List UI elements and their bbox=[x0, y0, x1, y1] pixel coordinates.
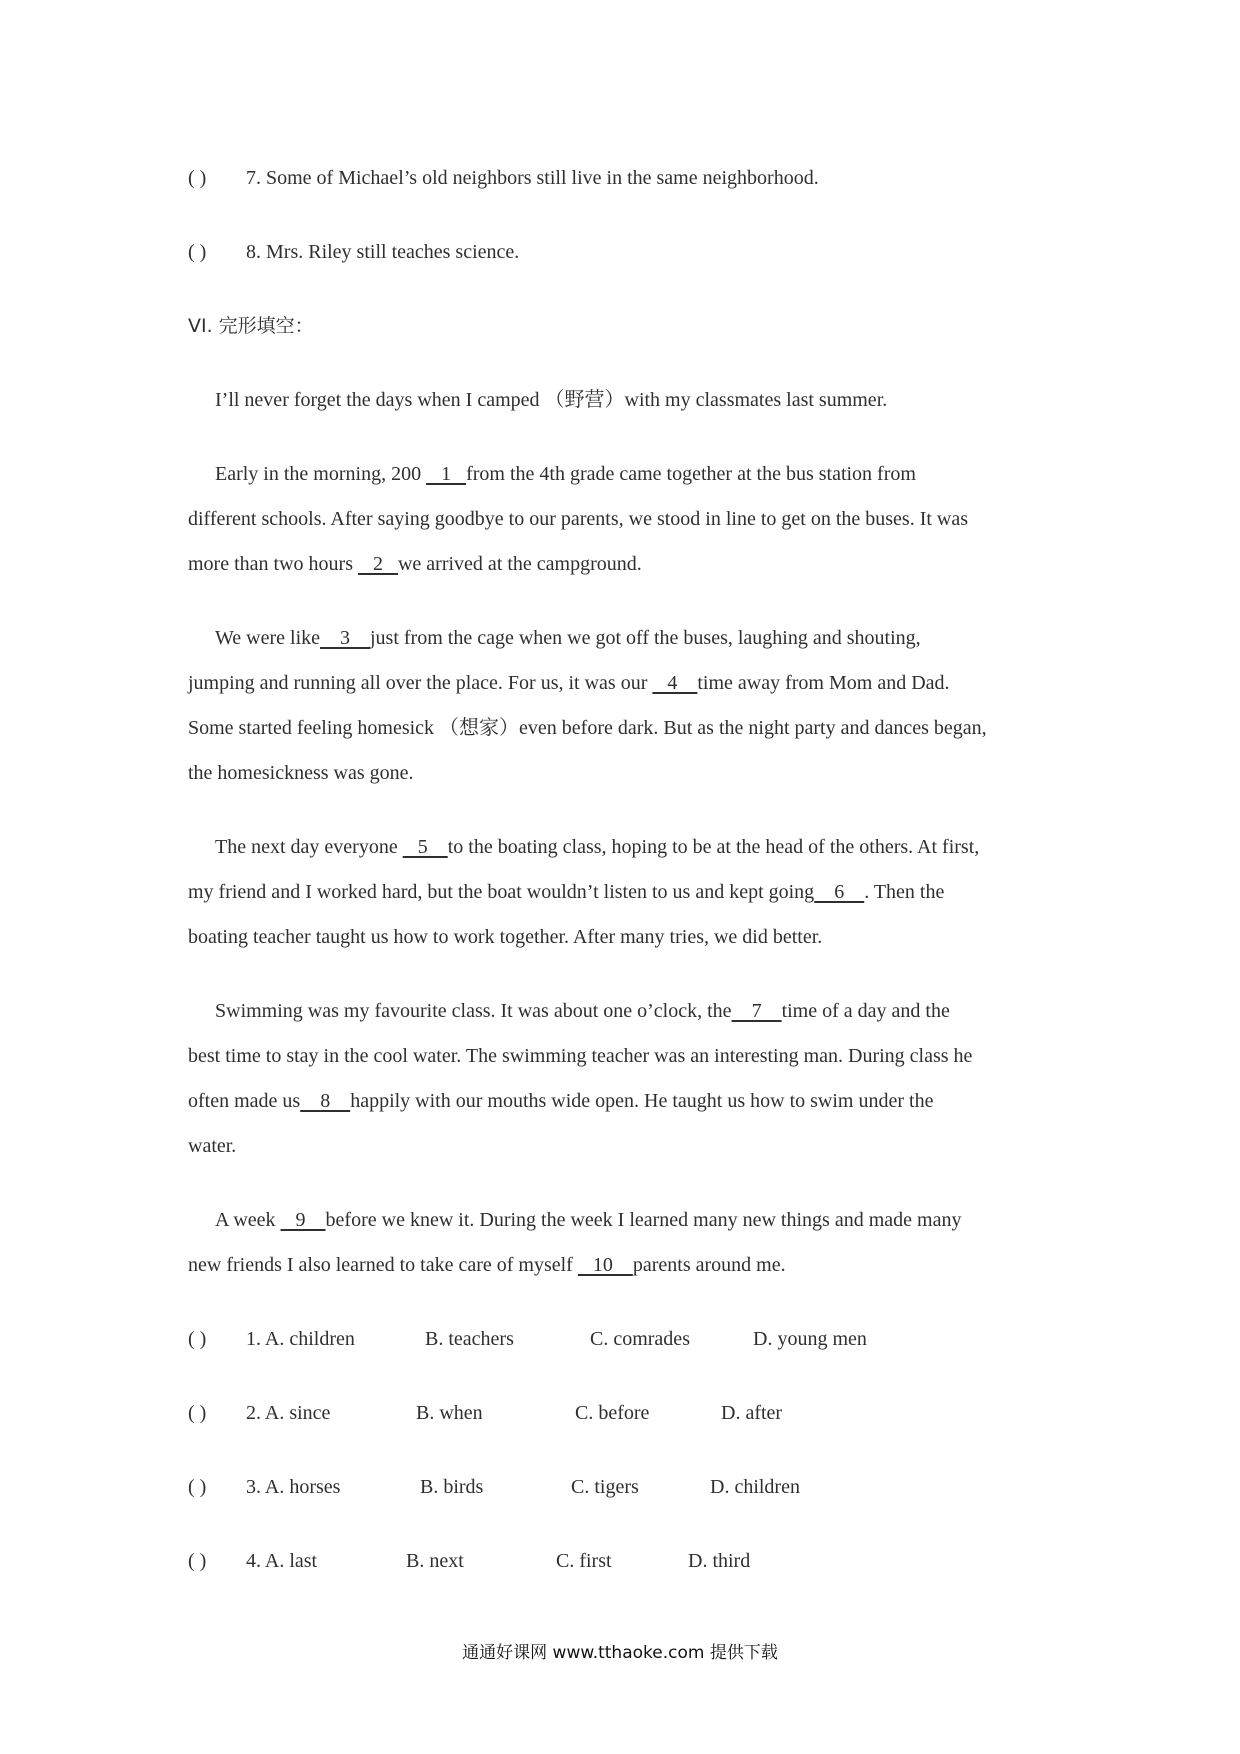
passage-line bbox=[188, 1091, 933, 1111]
page-footer: 通通好课网 www.tthaoke.com 提供下载 bbox=[462, 1643, 778, 1663]
option-a: 3. A. horses bbox=[246, 1476, 341, 1498]
passage-line: water. bbox=[188, 1135, 237, 1157]
tf-item-text: 8. Mrs. Riley still teaches science. bbox=[246, 241, 520, 263]
text-run: time away from Mom and Dad. bbox=[697, 672, 950, 694]
answer-bracket[interactable]: ( ) bbox=[188, 1476, 207, 1498]
passage-line bbox=[188, 882, 944, 902]
cloze-blank-10: 10 bbox=[577, 1254, 633, 1276]
text-run: We were like bbox=[215, 627, 320, 649]
cloze-blank-2: 2 bbox=[357, 553, 398, 575]
text-run: from the 4th grade came together at the bus station from bbox=[466, 463, 916, 485]
option-c: C. before bbox=[575, 1402, 650, 1424]
text-run: Swimming was my favourite class. It was about one o’clock, the bbox=[215, 1000, 732, 1022]
option-d: D. young men bbox=[753, 1328, 867, 1350]
text-run: time of a day and the bbox=[781, 1000, 950, 1022]
passage-line: boating teacher taught us how to work together. After many tries, we did better. bbox=[188, 926, 823, 948]
cloze-blank-4: 4 bbox=[652, 672, 698, 694]
passage-line bbox=[215, 1001, 950, 1021]
option-c: C. first bbox=[556, 1550, 612, 1572]
passage-line: Some started feeling homesick （想家）even before dark. But as the night party and dances began, bbox=[188, 717, 987, 739]
cloze-blank-1: 1 bbox=[426, 463, 467, 485]
question-4 bbox=[188, 1551, 1088, 1575]
text-run: often made us bbox=[188, 1090, 301, 1112]
passage-line: different schools. After saying goodbye to our parents, we stood in line to get on the buses. It was bbox=[188, 508, 969, 530]
text-run: my friend and I worked hard, but the boat wouldn’t listen to us and kept going bbox=[188, 881, 815, 903]
passage-line bbox=[215, 837, 979, 857]
option-c: C. tigers bbox=[571, 1476, 639, 1498]
passage-line bbox=[188, 554, 642, 574]
option-a: 2. A. since bbox=[246, 1402, 331, 1424]
text-run: more than two hours bbox=[188, 553, 358, 575]
cloze-blank-3: 3 bbox=[320, 627, 370, 649]
answer-bracket[interactable]: ( ) bbox=[188, 1402, 207, 1424]
cloze-blank-6: 6 bbox=[814, 881, 865, 903]
text-run: to the boating class, hoping to be at the head of the others. At first, bbox=[447, 836, 980, 858]
passage-line bbox=[188, 673, 950, 693]
text-run: new friends I also learned to take care of myself bbox=[188, 1254, 578, 1276]
section-title: VI. 完形填空： bbox=[188, 315, 314, 337]
text-run: The next day everyone bbox=[215, 836, 403, 858]
tf-item-8 bbox=[188, 242, 519, 262]
passage-line bbox=[188, 1255, 786, 1275]
tf-item-text: 7. Some of Michael’s old neighbors still live in the same neighborhood. bbox=[246, 167, 819, 189]
text-run: jumping and running all over the place. For us, it was our bbox=[188, 672, 653, 694]
passage-line: I’ll never forget the days when I camped （野营）with my classmates last summer. bbox=[215, 389, 888, 411]
question-2 bbox=[188, 1403, 1088, 1427]
passage-line: best time to stay in the cool water. The swimming teacher was an interesting man. During class he bbox=[188, 1045, 973, 1067]
text-run: parents around me. bbox=[632, 1254, 786, 1276]
cloze-blank-7: 7 bbox=[731, 1000, 782, 1022]
text-run: we arrived at the campground. bbox=[397, 553, 642, 575]
option-b: B. birds bbox=[420, 1476, 484, 1498]
option-b: B. when bbox=[416, 1402, 483, 1424]
answer-bracket[interactable]: ( ) bbox=[188, 167, 207, 189]
option-d: D. after bbox=[721, 1402, 783, 1424]
passage-line: the homesickness was gone. bbox=[188, 762, 414, 784]
text-run: A week bbox=[215, 1209, 281, 1231]
tf-item-7 bbox=[188, 168, 819, 188]
text-run: Early in the morning, 200 bbox=[215, 463, 427, 485]
answer-bracket[interactable]: ( ) bbox=[188, 1550, 207, 1572]
passage-line bbox=[215, 628, 921, 648]
answer-bracket[interactable]: ( ) bbox=[188, 1328, 207, 1350]
text-run: happily with our mouths wide open. He taught us how to swim under the bbox=[350, 1090, 934, 1112]
option-c: C. comrades bbox=[590, 1328, 690, 1350]
text-run: before we knew it. During the week I learned many new things and made many bbox=[325, 1209, 962, 1231]
text-run: . Then the bbox=[864, 881, 945, 903]
cloze-blank-9: 9 bbox=[280, 1209, 326, 1231]
option-d: D. third bbox=[688, 1550, 751, 1572]
answer-bracket[interactable]: ( ) bbox=[188, 241, 207, 263]
passage-line bbox=[215, 464, 916, 484]
option-d: D. children bbox=[710, 1476, 800, 1498]
option-a: 1. A. children bbox=[246, 1328, 355, 1350]
question-3 bbox=[188, 1477, 1088, 1501]
option-a: 4. A. last bbox=[246, 1550, 318, 1572]
option-b: B. next bbox=[406, 1550, 464, 1572]
question-1 bbox=[188, 1329, 1088, 1353]
text-run: just from the cage when we got off the buses, laughing and shouting, bbox=[370, 627, 921, 649]
cloze-blank-8: 8 bbox=[300, 1090, 351, 1112]
option-b: B. teachers bbox=[425, 1328, 514, 1350]
cloze-blank-5: 5 bbox=[402, 836, 448, 858]
passage-line bbox=[215, 1210, 961, 1230]
